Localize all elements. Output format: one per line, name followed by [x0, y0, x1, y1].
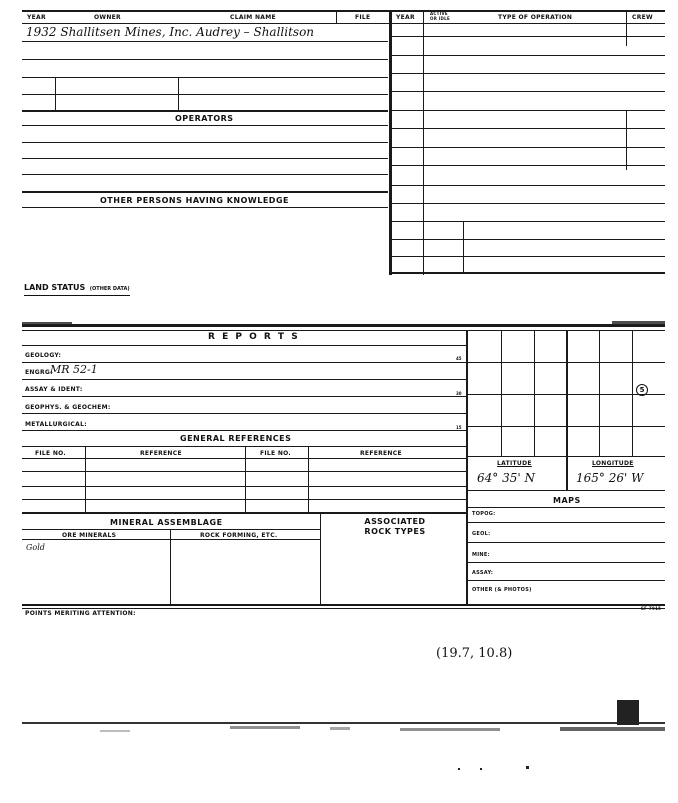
ref-header-ref-2: REFERENCE	[360, 450, 402, 457]
operators-title: OPERATORS	[175, 114, 234, 123]
header-claim-name: CLAIM NAME	[230, 14, 276, 21]
associated-rock-types: ASSOCIATED ROCK TYPES	[364, 517, 426, 536]
report-engrg-value: MR 52-1	[50, 363, 98, 376]
other-persons-title: OTHER PERSONS HAVING KNOWLEDGE	[100, 196, 289, 205]
ore-mineral-value: Gold	[26, 543, 45, 552]
header-file: FILE	[355, 14, 371, 21]
coords-note: (19.7, 10.8)	[436, 646, 513, 661]
form-number: SF 7915	[641, 606, 662, 611]
land-status-note: (OTHER DATA)	[89, 286, 130, 292]
report-assay-label: ASSAY & IDENT:	[25, 386, 83, 393]
margin-number-45: 45	[456, 356, 462, 361]
margin-number-15: 15	[456, 425, 462, 430]
map-other: OTHER (& PHOTOS)	[472, 587, 532, 593]
ore-minerals-header: ORE MINERALS	[62, 532, 117, 539]
ref-header-ref-1: REFERENCE	[140, 450, 182, 457]
land-status	[24, 277, 130, 296]
header-year: YEAR	[27, 14, 46, 21]
map-topog: TOPOG:	[472, 511, 496, 517]
longitude-value: 165° 26' W	[576, 471, 644, 485]
rock-forming-header: ROCK FORMING, ETC.	[200, 532, 278, 539]
map-mine: MINE:	[472, 552, 490, 558]
general-references-title: GENERAL REFERENCES	[180, 434, 292, 443]
report-geophys-label: GEOPHYS. & GEOCHEM:	[25, 404, 111, 411]
longitude-label: LONGITUDE	[592, 460, 634, 467]
map-assay: ASSAY:	[472, 570, 494, 576]
latitude-value: 64° 35' N	[477, 471, 535, 485]
points-meriting-attention: POINTS MERITING ATTENTION:	[25, 610, 136, 617]
margin-number-30: 30	[456, 391, 462, 396]
latitude-label: LATITUDE	[497, 460, 532, 467]
ref-header-file-2: FILE NO.	[260, 450, 292, 457]
header-crew: CREW	[632, 14, 653, 21]
report-engrg-label: ENGRG:	[25, 369, 53, 376]
header-active-idle: ACTIVE OR IDLE	[430, 11, 451, 21]
maps-title: MAPS	[553, 496, 581, 505]
report-metallurgical-label: METALLURGICAL:	[25, 421, 87, 428]
land-status-label: LAND STATUS	[24, 283, 86, 292]
header-owner: OWNER	[94, 14, 121, 21]
ref-header-file-1: FILE NO.	[35, 450, 67, 457]
grid-mark: 5	[636, 384, 648, 396]
claim-entry: 1932 Shallitsen Mines, Inc. Audrey – Shallitson	[26, 25, 315, 39]
report-geology-label: GEOLOGY:	[25, 352, 62, 359]
reports-title: R E P O R T S	[208, 332, 300, 342]
header-op-year: YEAR	[396, 14, 415, 21]
mineral-assemblage-title: MINERAL ASSEMBLAGE	[110, 518, 223, 527]
map-geol: GEOL:	[472, 531, 491, 537]
header-type-operation: TYPE OF OPERATION	[498, 14, 573, 21]
